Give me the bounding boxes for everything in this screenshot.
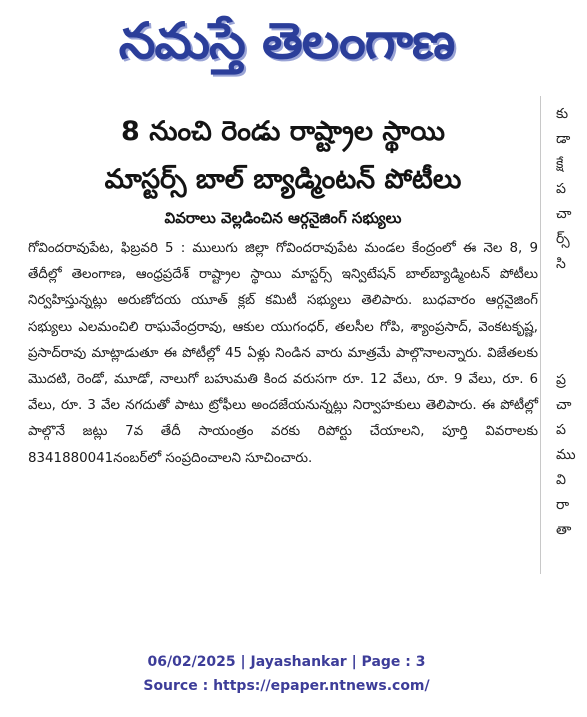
adjacent-text-fragment: క్షే bbox=[556, 156, 564, 172]
page-footer bbox=[0, 650, 573, 698]
article-body: గోవిందరావుపేట, ఫిబ్రవరి 5 : ములుగు జిల్లా గోవిందరావుపేట మండల కేంద్రంలో ఈ నెల 8, 9 తేదీల్లో తెలంగాణ, ఆంధ్రప్రదేశ్ రాష్ట్రాల స్థాయి మాస్టర్స్ ఇన్విటేషన్ బాల్‌బ్యాడ్మింటన్ పోటీలు నిర్వహిస్తున్నట్లు అరుణోదయ యూత్ క్లబ్ కమిటీ సభ్యులు తెలిపారు. బుధవారం ఆర్గనైజింగ్ సభ్యులు ఎలమంచిలి రాఘవేంద్రరావు, ఆకుల యుగంధర్, తలసీల గోపి, శ్యాంప్రసాద్, వెంకటకృష్ణ, ప్రసాద్‌రావు మాట్లాడుతూ ఈ పోటీల్లో 45 ఏళ్లు నిండిన వారు మాత్రమే పాల్గొనాలన్నారు. విజేతలకు మొదటి, రెండో, మూడో, నాలుగో బహుమతి కింద వరుసగా రూ. 12 వేలు, రూ. 9 వేలు, రూ. 6 వేలు, రూ. 3 వేల నగదుతో పాటు ట్రోఫీలు అందజేయనున్నట్లు నిర్వాహకులు తెలిపారు. ఈ పోటీల్లో పాల్గొనే జట్లు 7వ తేదీ సాయంత్రం వరకు రిపోర్టు చేయాలని, పూర్తి వివరాలకు 8341880041నంబర్‌లో సంప్రదించాలని సూచించారు. bbox=[28, 241, 538, 466]
source-link[interactable]: Source : https://epaper.ntnews.com/ bbox=[143, 678, 430, 694]
headline-line-2: మాస్టర్స్ బాల్ బ్యాడ్మింటన్ పోటీలు bbox=[104, 164, 462, 195]
adjacent-text-fragment: వి bbox=[556, 472, 566, 488]
adjacent-text-fragment: రా bbox=[556, 497, 570, 513]
edition-info: 06/02/2025 | Jayashankar | Page : 3 bbox=[147, 654, 426, 670]
adjacent-text-fragment: చా bbox=[556, 397, 572, 413]
adjacent-text-fragment: తా bbox=[556, 522, 572, 538]
newspaper-masthead bbox=[0, 0, 573, 86]
adjacent-text-fragment: ప bbox=[556, 422, 566, 438]
adjacent-text-fragment: సి bbox=[556, 256, 566, 272]
headline-line-1: 8 నుంచి రెండు రాష్ట్రాల స్థాయి bbox=[121, 116, 445, 147]
adjacent-text-fragment: ము bbox=[556, 447, 576, 463]
column-divider bbox=[540, 96, 541, 574]
adjacent-text-fragment: ప bbox=[556, 181, 566, 197]
adjacent-column-top bbox=[556, 102, 576, 277]
masthead-title: నమస్తే తెలంగాణ bbox=[118, 12, 455, 70]
adjacent-column-bottom bbox=[556, 368, 576, 543]
adjacent-text-fragment: డా bbox=[556, 131, 571, 147]
adjacent-text-fragment: చా bbox=[556, 206, 572, 222]
article-subhead: వివరాలు వెల్లడించిన ఆర్గనైజింగ్ సభ్యులు bbox=[164, 209, 402, 227]
adjacent-text-fragment: ప్ర bbox=[556, 372, 566, 388]
adjacent-text-fragment: కు bbox=[556, 106, 569, 122]
article-clipping bbox=[26, 98, 540, 576]
adjacent-text-fragment: ర్స్ bbox=[556, 231, 570, 247]
